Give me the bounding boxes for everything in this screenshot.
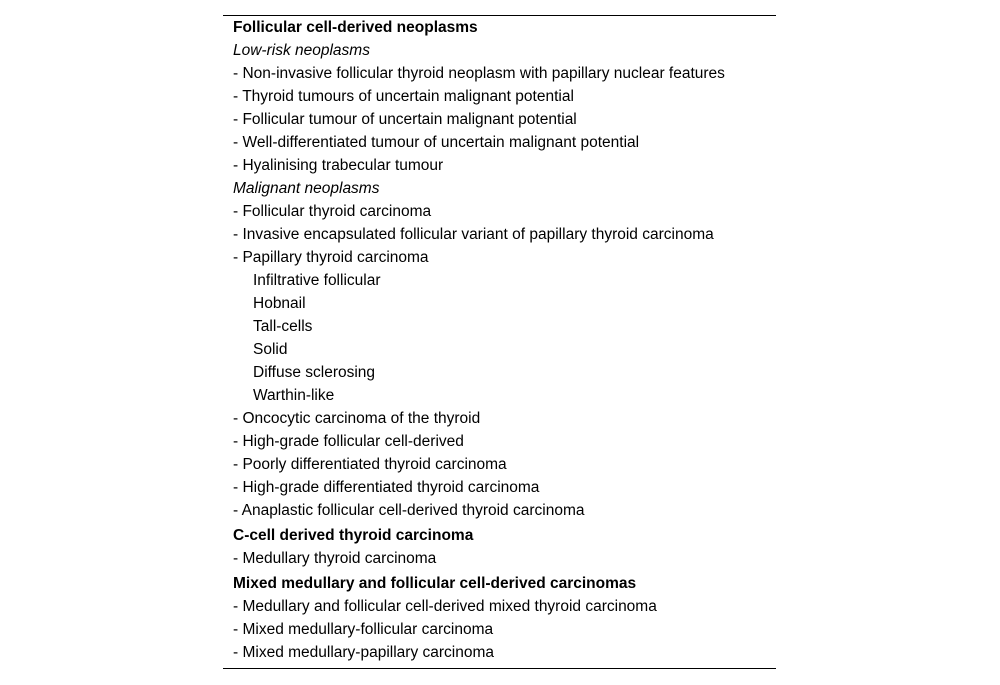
subheading-low-risk: Low-risk neoplasms — [233, 42, 370, 59]
section-heading-mixed: Mixed medullary and follicular cell-derived carcinomas — [233, 575, 637, 592]
list-item: - High-grade differentiated thyroid carcinoma — [233, 479, 540, 496]
list-item: - Anaplastic follicular cell-derived thyroid carcinoma — [233, 502, 585, 519]
list-item: - Poorly differentiated thyroid carcinoma — [233, 456, 507, 473]
classification-table — [223, 15, 776, 669]
list-item: - Thyroid tumours of uncertain malignant potential — [233, 88, 574, 105]
list-item: - Mixed medullary-papillary carcinoma — [233, 644, 495, 661]
list-item: - Oncocytic carcinoma of the thyroid — [233, 410, 481, 427]
list-item: - Papillary thyroid carcinoma — [233, 249, 429, 266]
subheading-malignant: Malignant neoplasms — [233, 180, 380, 197]
list-item: - Non-invasive follicular thyroid neoplasm with papillary nuclear features — [233, 65, 725, 82]
list-item: - Invasive encapsulated follicular variant of papillary thyroid carcinoma — [233, 226, 714, 243]
list-item: - Hyalinising trabecular tumour — [233, 157, 444, 174]
subtype-item: Infiltrative follicular — [253, 272, 381, 289]
list-item: - Medullary thyroid carcinoma — [233, 550, 437, 567]
subtype-item: Solid — [253, 341, 288, 358]
list-item: - Follicular tumour of uncertain malignant potential — [233, 111, 577, 128]
list-item: - Well-differentiated tumour of uncertain malignant potential — [233, 134, 640, 151]
section-heading-follicular: Follicular cell-derived neoplasms — [233, 19, 478, 36]
subtype-item: Tall-cells — [253, 318, 313, 335]
list-item: - Follicular thyroid carcinoma — [233, 203, 432, 220]
subtype-item: Diffuse sclerosing — [253, 364, 376, 381]
section-heading-c-cell: C-cell derived thyroid carcinoma — [233, 527, 474, 544]
list-item: - High-grade follicular cell-derived — [233, 433, 464, 450]
list-item: - Mixed medullary-follicular carcinoma — [233, 621, 494, 638]
list-item: - Medullary and follicular cell-derived mixed thyroid carcinoma — [233, 598, 657, 615]
subtype-item: Hobnail — [253, 295, 306, 312]
subtype-item: Warthin-like — [253, 387, 335, 404]
